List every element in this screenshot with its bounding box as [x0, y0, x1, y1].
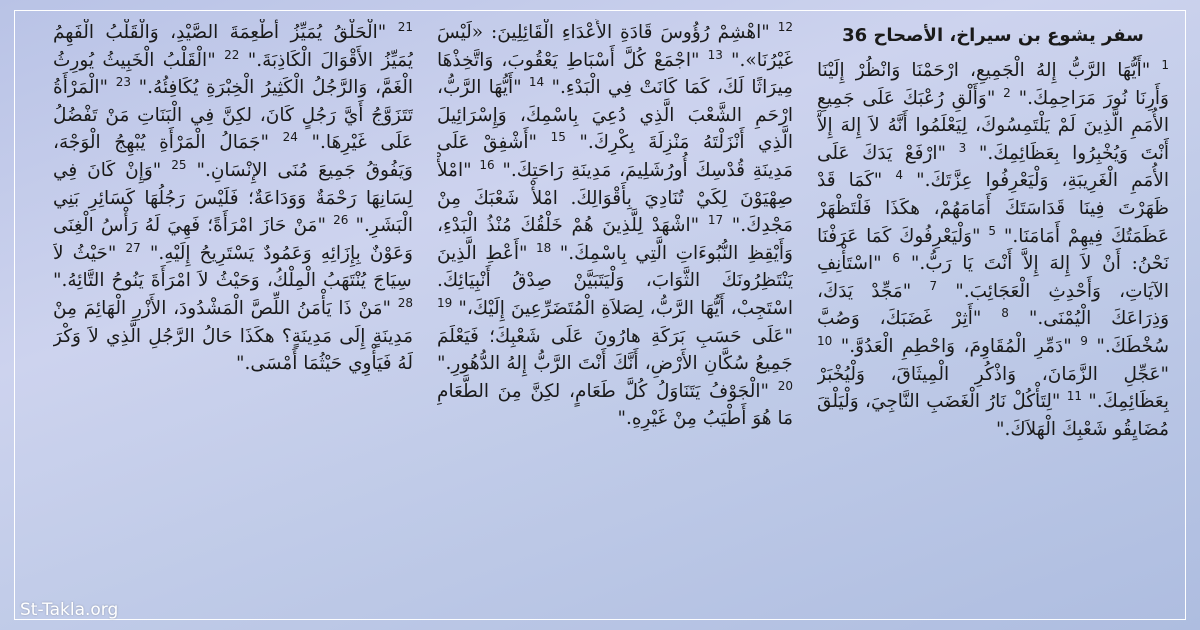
verse-number: 14	[528, 75, 545, 90]
verse-number: 21	[397, 19, 413, 34]
chapter-title: سفر يشوع بن سيراخ، الأصحاح 36	[842, 25, 1144, 46]
verse-text: "دَمِّرِ الْمُقَاوِمَ، وَاحْطِمِ الْعَدُوَّ."	[840, 335, 1072, 357]
verse-number: 10	[817, 333, 833, 348]
verse-number: 22	[224, 47, 240, 62]
verse-text: "اجْمَعْ كُلَّ أَسْبَاطِ يَعْقُوبَ، وَاتَّخِذْهَا مِيرَاثًا لَكَ، كَمَا كَانَتْ فِي الْبَدْءِ."	[437, 49, 793, 99]
verse-number: 15	[550, 130, 566, 145]
verse-number: 23	[115, 75, 131, 90]
verse-text: "مَجِّدْ يَدَكَ، وَذِرَاعَكَ الْيُمْنَى."	[817, 280, 1169, 330]
verse-text: "الْقَلْبُ الْخَبِيثُ يُورِثُ الْغَمَّ، وَالرَّجُلُ الْكَثِيرُ الْخِبْرَةِ يُكَافِئُهُ."	[53, 49, 413, 99]
verse-text: "عَلَى حَسَبِ بَرَكَةِ هارُونَ عَلَى شَعْبِكَ؛ فَيَعْلَمَ جَمِيعُ سُكَّانِ الأَرْضِ، أَنَّكَ أَنْتَ الرَّبُّ إِلهُ الدُّهُورِ."	[437, 325, 793, 375]
verse-text: "أَعْطِ الَّذِينَ يَنْتَظِرُونَكَ الثَّوَابَ، وَلْيَتَبَيَّنْ صِدْقُ أَنْبِيَائِكَ. اسْتَجِبْ، أَيُّهَا الرَّبُّ، لِصَلاَةِ الْمُتَضَرِّعِينَ إِلَيْكَ،"	[437, 242, 793, 319]
verse-number: 3	[958, 140, 967, 155]
verse-number: 6	[892, 251, 901, 265]
verse-text: "اهْشِمْ رُؤُوسَ قَادَةِ الأَعْدَاءِ الْقَائِلِينَ: «لَيْسَ غَيْرُنَا»."	[437, 22, 793, 71]
verse-number: 4	[895, 168, 904, 183]
verse-text: "أَشْفِقْ عَلَى مَدِينَةِ قُدْسِكَ أُورُشَلِيمَ، مَدِينَةِ رَاحَتِكَ."	[437, 132, 793, 181]
verse-text: "أَيُّهَا الرَّبُّ، ارْحَمِ الشَّعْبَ الَّذِي دُعِيَ بِاسْمِكَ، وَإِسْرَائِيلَ الَّذِي أَنْزَلْتَهُ مَنْزِلَةَ بِكْرِكَ."	[437, 77, 793, 154]
verse-text: "لِتَأْكُلْ نَارُ الْغَضَبِ النَّاجِيَ، وَلْيَلْقَ مُضَايِقُو شَعْبِكَ الْهَلاَكَ."	[817, 391, 1169, 440]
verse-text: "مَنْ ذَا يَأْمَنُ اللِّصَّ الْمَشْدُودَ، الأَزْرِ الْهَائِمَ مِنْ مَدِينَةٍ إِلَى مَدِينَةٍ؟ هكَذَا حَالُ الرَّجُلِ الَّذِي لاَ وَكْرَ لَهُ فَيَأْوِي حَيْثُمَا أَمْسَى."	[53, 297, 413, 375]
verse-text: "عَجِّلِ الزَّمَانَ، وَاذْكُرِ الْمِيثَاقَ، وَلْيُخْبَرْ بِعَظَائِمِكَ."	[817, 363, 1169, 413]
verse-number: 2	[1003, 85, 1011, 100]
verse-number: 25	[171, 157, 187, 172]
verse-number: 11	[1066, 388, 1082, 403]
verse-text: "وَلْيَعْرِفُوكَ كَمَا عَرَفْنَا نَحْنُ: أَنْ لاَ إِلهَ إِلاَّ أَنْتَ يَا رَبُّ."	[817, 225, 1169, 275]
verse-text: "أَيُّهَا الرَّبُّ إِلهُ الْجَمِيعِ، ارْحَمْنَا وَانْظُرْ إِلَيْنَا وَأَرِنَا نُورَ مَرَاحِمِكَ."	[817, 60, 1169, 109]
verse-number: 5	[988, 223, 996, 238]
verse-number: 27	[125, 240, 141, 255]
verse-text: "الْمَرْأَةُ تَتَزَوَّجُ أَيَّ رَجُلٍ كَانَ، لكِنَّ فِي الْبَنَاتِ مَنْ تَفْضُلُ عَلَى غَيْرِهَا."	[53, 77, 413, 154]
verse-9	[832, 333, 1088, 357]
verse-text: "ارْفَعْ يَدَكَ عَلَى الأُمَمِ الْغَرِيبَةِ، وَلْيَعْرِفُوا عِزَّتَكَ."	[817, 142, 1169, 192]
verse-text: "امْلأْ صِهْيَوْنَ لِكَيْ تُنَادِيَ بِأَقْوَالِكَ. امْلأْ شَعْبَكَ مِنْ مَجْدِكَ."	[437, 159, 793, 237]
verse-number: 12	[777, 19, 793, 34]
verse-number: 20	[777, 378, 793, 393]
verse-text: "الْجَوْفُ يَتَنَاوَلُ كُلَّ طَعَامٍ، لكِنَّ مِنَ الطَّعَامِ مَا هُوَ أَطْيَبُ مِنْ غَيْرِهِ."	[437, 380, 793, 430]
verse-28	[53, 295, 413, 375]
verse-number: 19	[437, 295, 453, 310]
verse-number: 24	[282, 130, 298, 145]
verse-number: 9	[1080, 333, 1088, 348]
verse-number: 7	[929, 278, 938, 293]
verse-text: "جَمَالُ الْمَرْأَةِ يُبْهِجُ الْوَجْهَ، وَيَفُوقُ جَمِيعَ مُنَى الإِنْسَانِ."	[53, 132, 413, 181]
verse-number: 16	[479, 157, 495, 172]
text-column-left	[53, 19, 413, 611]
verse-text: "مَنْ حَازَ امْرَأَةً؛ فَهِيَ لَهُ رَأْسُ الْغِنَى وَعَوْنٌ بِإِزَائِهِ وَعَمُودٌ يَسْتَرِيحُ إِلَيْهِ."	[53, 215, 413, 264]
verse-number: 13	[707, 47, 723, 62]
scripture-card	[14, 10, 1186, 620]
verse-number: 28	[397, 295, 413, 310]
verse-text: "وَأَلْقِ رُعْبَكَ عَلَى جَمِيعِ الأُمَمِ الَّذِينَ لَمْ يَلْتَمِسُوكَ، لِيَعْلَمُوا أَنَّهُ لاَ إِلهَ إِلاَّ أَنْتَ وَيُخْبِرُوا بِعَظَائِمِكَ."	[817, 87, 1169, 164]
verse-text: "كَمَا قَدْ ظَهَرْتَ فِينَا قَدَاسَتَكَ أَمَامَهُمْ، هكَذَا فَلْتَظْهَرْ عَظَمَتُكَ فِيهِمْ أَمَامَنَا."	[817, 170, 1169, 247]
text-column-middle	[437, 19, 793, 611]
verse-text: "أَثِرْ غَضَبَكَ، وَصُبَّ سُخْطَكَ."	[817, 308, 1169, 357]
verse-20	[437, 378, 793, 430]
verse-text: "وَإِنْ كَانَ فِي لِسَانِهَا رَحْمَةٌ وَوَدَاعَةٌ؛ فَلَيْسَ رَجُلُهَا كَسَائِرِ بَنِي الْبَشَرِ."	[53, 159, 413, 237]
verse-text: "اسْتَأْنِفِ الآيَاتِ، وَأَحْدِثِ الْعَجَائِبَ."	[817, 253, 1169, 302]
verse-text: "حَيْثُ لاَ سِيَاجَ يُنْتَهَبُ الْمِلْكُ، وَحَيْثُ لاَ امْرَأَةَ يَنُوحُ التَّائِهُ."	[53, 242, 412, 292]
verse-number: 26	[333, 213, 349, 227]
verse-text: "الْحَلْقُ يُمَيِّزُ أَطْعِمَةَ الصَّيْدِ، وَالْقَلْبُ الْفَهِمُ يُمَيِّزُ الأَقْوَالَ الْكَاذِبَةَ."	[53, 22, 413, 71]
verse-text: "اشْهَدْ لِلَّذِينَ هُمْ خَلْقُكَ مُنْذُ الْبَدْءِ، وَأَيْقِظِ النُّبُوءَاتِ الَّتِي بِاسْمِكَ."	[437, 215, 793, 264]
verse-number: 18	[536, 240, 552, 255]
verse-number: 8	[1001, 306, 1009, 321]
verse-number: 17	[707, 213, 724, 227]
site-watermark: St-Takla.org	[20, 600, 119, 620]
text-column-right	[817, 19, 1169, 611]
verse-number: 1	[1161, 57, 1169, 72]
